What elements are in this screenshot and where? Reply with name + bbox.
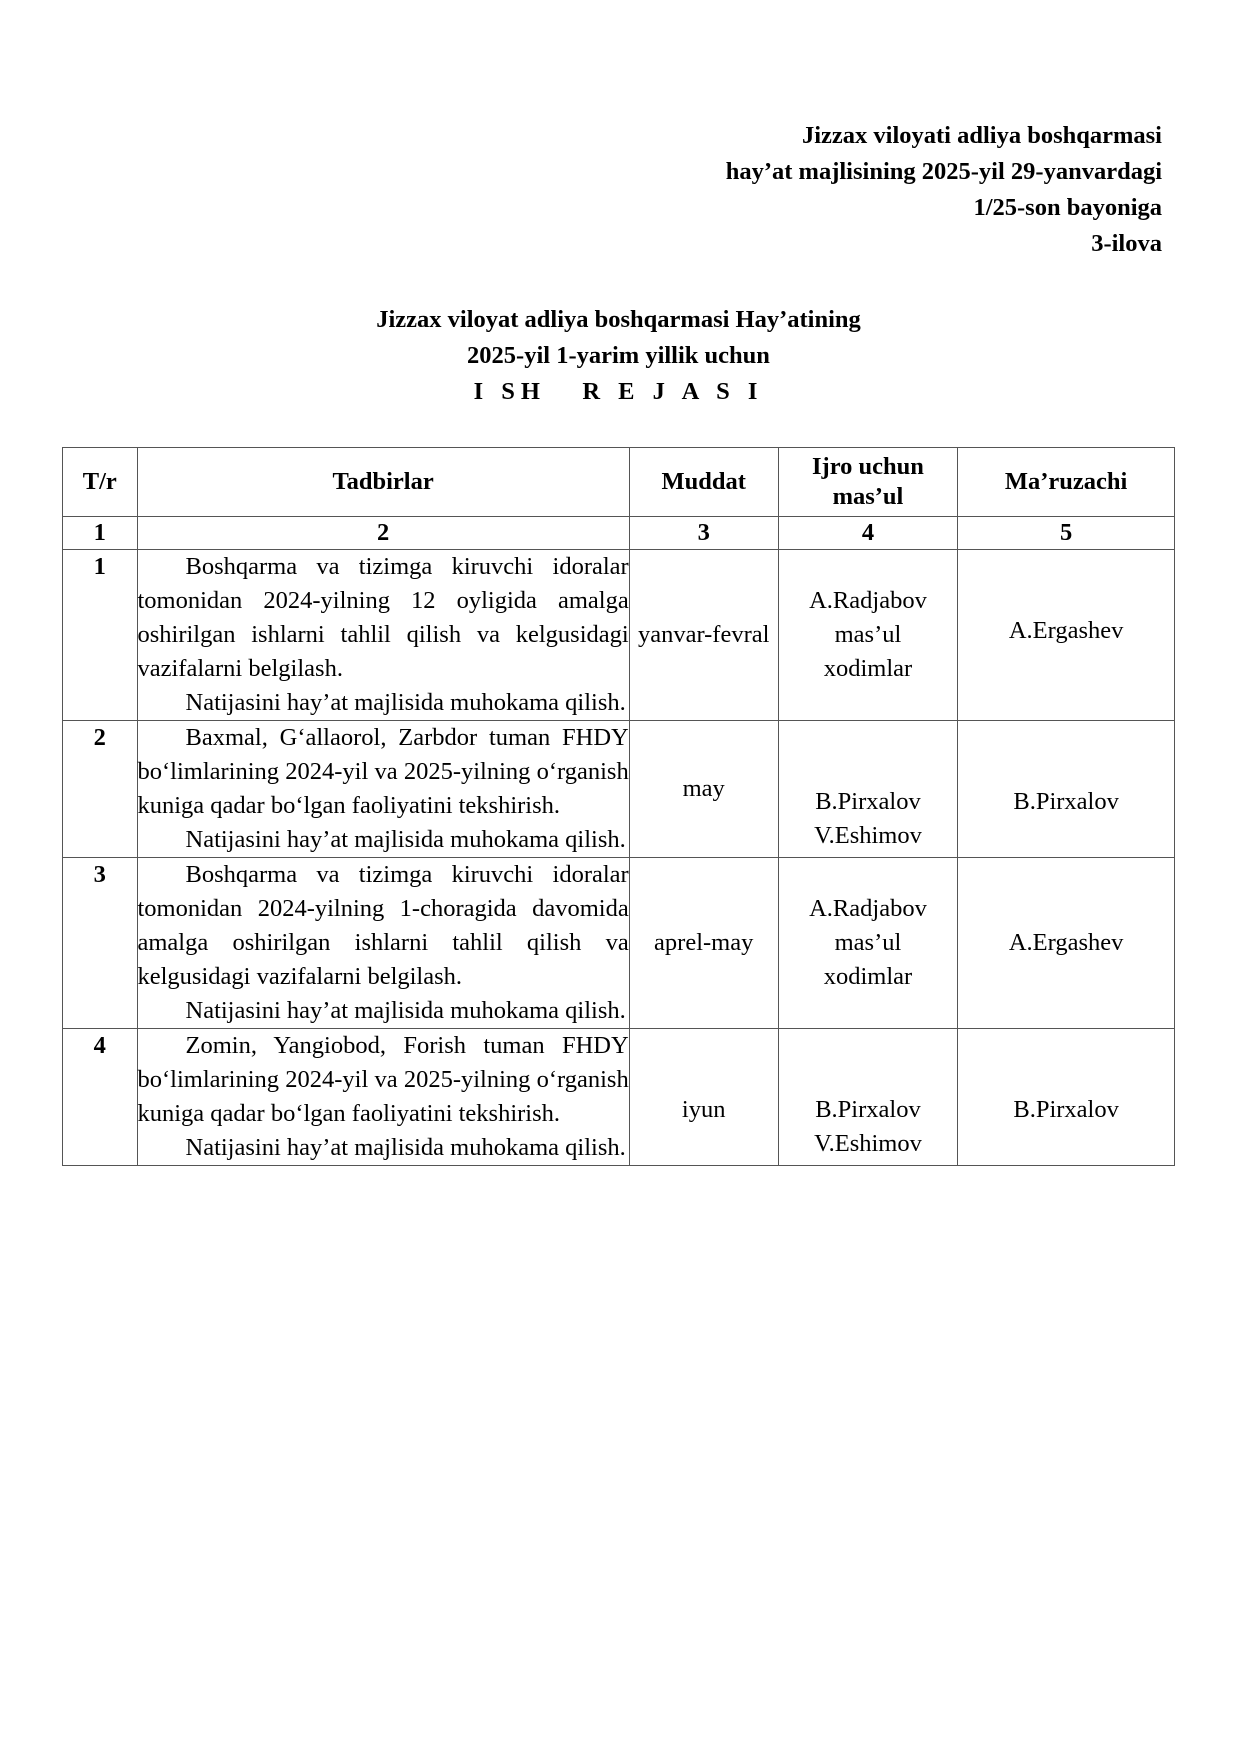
responsible-line: mas’ul	[834, 621, 902, 648]
header-line: hay’at majlisining 2025-yil 29-yanvardagi	[725, 158, 1162, 185]
deadline-cell	[629, 858, 778, 1029]
task-text: Baxmal, G‘allaorol, Zarbdor tuman FHDY bo‘limlarining 2024-yil va 2025-yilning o‘rganish kuniga qadar bo‘lgan faoliyatini tekshirish.	[137, 724, 629, 819]
responsible-cell	[778, 1029, 958, 1166]
row-number: 1	[63, 550, 138, 721]
table-row	[63, 550, 1175, 721]
header-cell-responsible: Ijro uchun mas’ul	[778, 448, 958, 517]
responsible-cell	[778, 550, 958, 721]
header-line: Jizzax viloyati adliya boshqarmasi	[801, 122, 1162, 149]
task-text: Boshqarma va tizimga kiruvchi idoralar tomonidan 2024-yilning 12 oyligida amalga oshirilgan ishlarni tahlil qilish va kelgusidagi vazifalarni belgilash.	[137, 553, 629, 682]
title-line-3: I SH R E J A S I	[473, 378, 764, 405]
row-number: 4	[63, 1029, 138, 1166]
column-number: 3	[629, 517, 778, 550]
responsible-cell	[778, 858, 958, 1029]
column-number: 4	[778, 517, 958, 550]
deadline-cell	[629, 721, 778, 858]
responsible-line: A.Radjabov	[809, 895, 927, 922]
deadline-text: yanvar-fevral	[637, 621, 770, 648]
deadline-cell	[629, 550, 778, 721]
deadline-text: iyun	[681, 1096, 726, 1123]
speaker-cell: A.Ergashev	[958, 550, 1175, 721]
header-cell-speaker: Ma’ruzachi	[958, 448, 1175, 517]
table-row	[63, 858, 1175, 1029]
task-result: Natijasini hay’at majlisida muhokama qilish.	[185, 689, 626, 716]
task-cell	[137, 858, 629, 1029]
deadline-text: aprel-may	[654, 929, 754, 956]
responsible-line: V.Eshimov	[814, 1130, 922, 1157]
title-line-2: 2025-yil 1-yarim yillik uchun	[467, 342, 770, 369]
header-line: 1/25-son bayoniga	[973, 194, 1162, 221]
task-result: Natijasini hay’at majlisida muhokama qilish.	[185, 1134, 626, 1161]
responsible-line: xodimlar	[823, 963, 913, 990]
deadline-cell	[629, 1029, 778, 1166]
task-text: Zomin, Yangiobod, Forish tuman FHDY bo‘limlarining 2024-yil va 2025-yilning o‘rganish kuniga qadar bo‘lgan faoliyatini tekshirish.	[137, 1032, 629, 1127]
task-result: Natijasini hay’at majlisida muhokama qilish.	[185, 826, 626, 853]
title-line-1: Jizzax viloyat adliya boshqarmasi Hay’atining	[376, 306, 861, 333]
column-number-row	[63, 517, 1175, 550]
header-cell-deadline: Muddat	[629, 448, 778, 517]
header-cell-number: T/r	[63, 448, 138, 517]
responsible-line: xodimlar	[823, 655, 913, 682]
table-row	[63, 721, 1175, 858]
responsible-line: mas’ul	[834, 929, 902, 956]
header-cell-tasks: Tadbirlar	[137, 448, 629, 517]
table-row	[63, 1029, 1175, 1166]
task-cell	[137, 550, 629, 721]
responsible-line: B.Pirxalov	[815, 1096, 921, 1123]
speaker-cell: A.Ergashev	[958, 858, 1175, 1029]
column-number: 2	[137, 517, 629, 550]
task-cell	[137, 721, 629, 858]
row-number: 3	[63, 858, 138, 1029]
responsible-line: A.Radjabov	[809, 587, 927, 614]
responsible-line: V.Eshimov	[814, 822, 922, 849]
task-result: Natijasini hay’at majlisida muhokama qilish.	[185, 997, 626, 1024]
column-number: 5	[958, 517, 1175, 550]
task-text: Boshqarma va tizimga kiruvchi idoralar tomonidan 2024-yilning 1-choragida davomida amalga oshirilgan ishlarni tahlil qilish va kelgusidagi vazifalarni belgilash.	[137, 861, 629, 990]
speaker-cell: B.Pirxalov	[958, 721, 1175, 858]
deadline-text: may	[682, 775, 725, 802]
table-header-row	[63, 448, 1175, 517]
work-plan-table	[62, 447, 1175, 1166]
document-title	[62, 302, 1175, 410]
responsible-line: B.Pirxalov	[815, 788, 921, 815]
task-cell	[137, 1029, 629, 1166]
column-number: 1	[63, 517, 138, 550]
approval-header	[726, 118, 1162, 262]
header-line: 3-ilova	[1091, 230, 1162, 257]
speaker-cell: B.Pirxalov	[958, 1029, 1175, 1166]
row-number: 2	[63, 721, 138, 858]
responsible-cell	[778, 721, 958, 858]
